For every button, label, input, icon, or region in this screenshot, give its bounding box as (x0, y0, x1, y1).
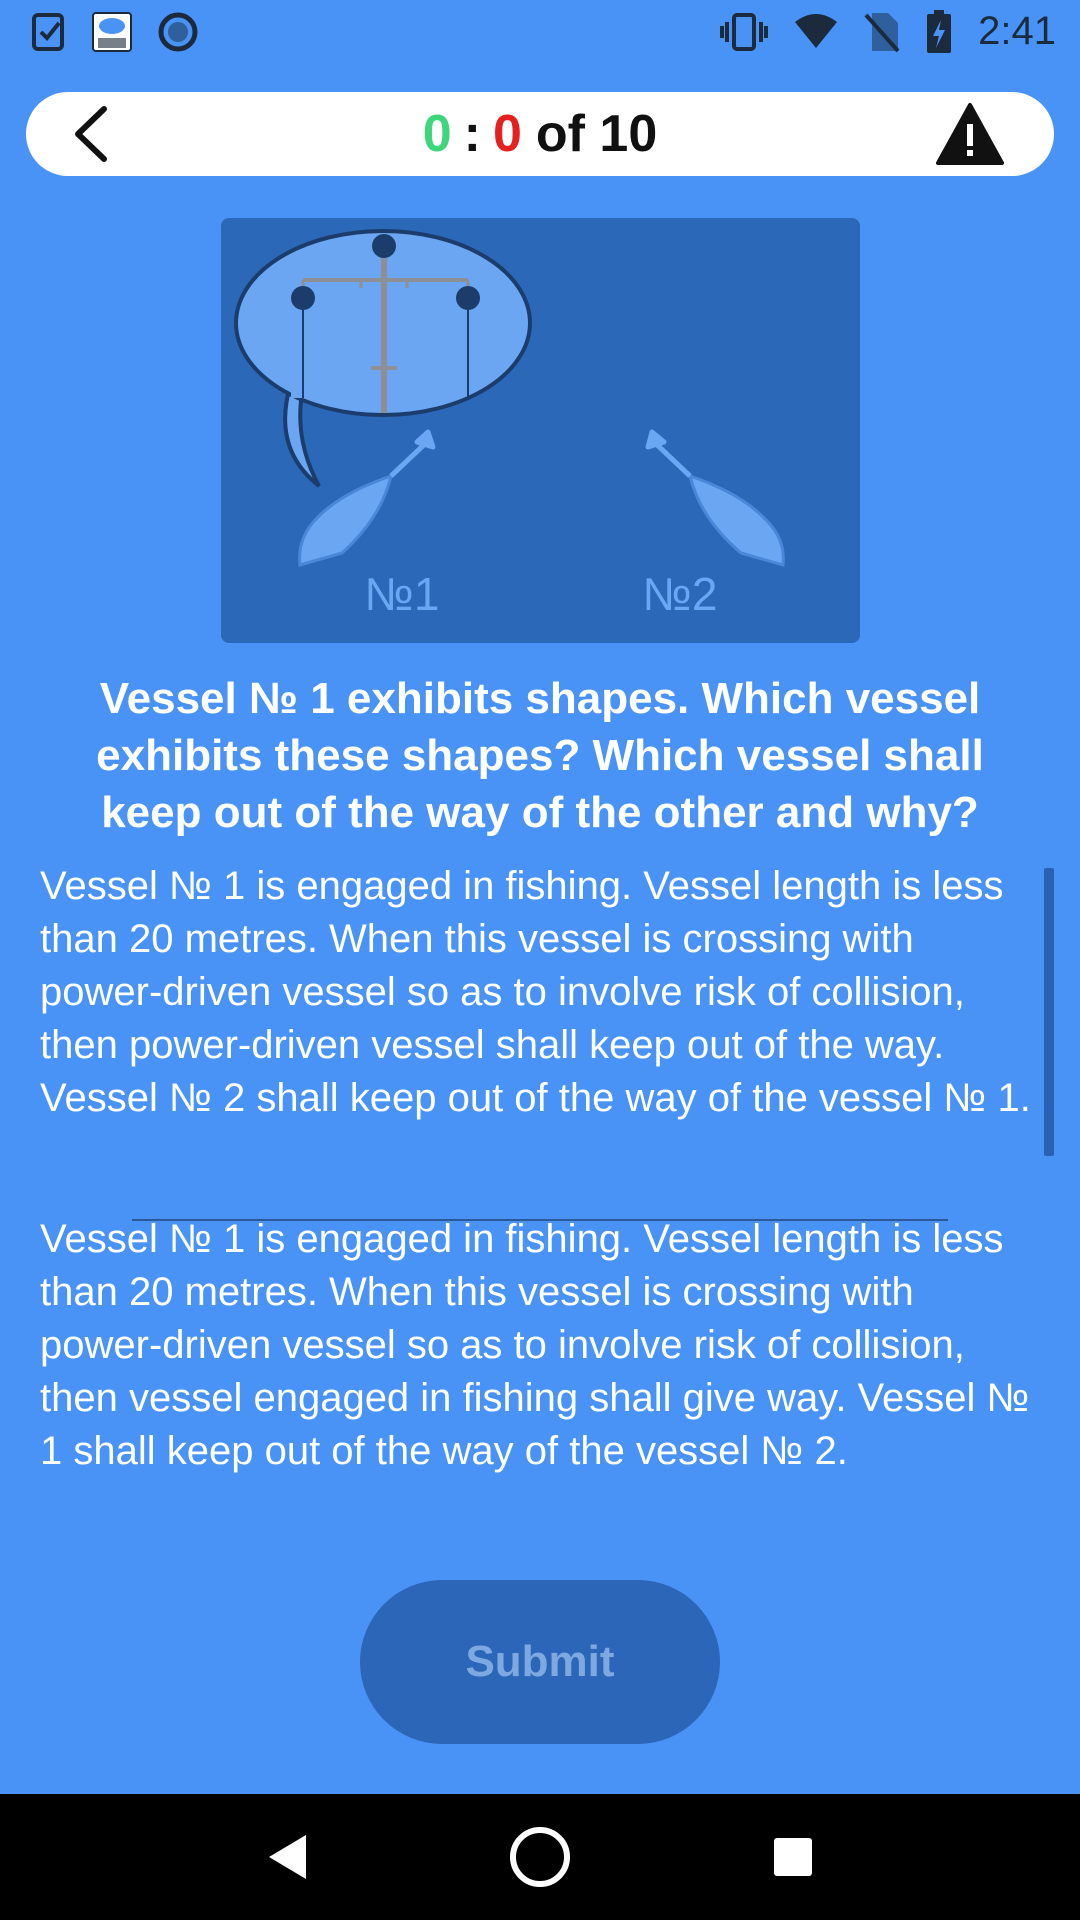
nav-recents-button[interactable] (743, 1807, 843, 1907)
submit-button[interactable]: Submit (360, 1580, 720, 1744)
vessel-diagram (221, 218, 860, 643)
nav-back-button[interactable] (237, 1807, 337, 1907)
vessel-2-label: №2 (642, 568, 718, 620)
battery-charging-icon (926, 10, 952, 54)
score-wrong: 0 (492, 105, 522, 163)
score-header (26, 92, 1054, 176)
wifi-icon (794, 14, 838, 50)
back-button[interactable] (60, 104, 120, 164)
top-shape (372, 234, 396, 258)
warning-icon (935, 102, 1005, 166)
vessel-1-hull (300, 476, 391, 565)
answer-option-2[interactable]: Vessel № 1 is engaged in fishing. Vessel length is less than 20 metres. When this vessel is crossing with power-driven vessel so as to involve risk of collision, then vessel engaged in fishing shall give way. Vessel № 1 shall keep out of the way of the vessel № 2. (40, 1217, 1030, 1473)
test-app-icon (92, 12, 132, 52)
system-nav-bar (0, 1794, 1080, 1920)
report-button[interactable] (934, 100, 1006, 168)
status-bar (0, 0, 1080, 63)
vessel-2-hull (690, 476, 783, 565)
right-shape (456, 286, 480, 310)
score-total: of 10 (535, 105, 658, 163)
score-display (423, 104, 658, 164)
back-triangle-icon (266, 1833, 308, 1881)
chevron-left-icon (70, 105, 110, 163)
answer-option-1[interactable]: Vessel № 1 is engaged in fishing. Vessel length is less than 20 metres. When this vessel is crossing with power-driven vessel so as to involve risk of collision, then power-driven vessel shall keep out of the way. Vessel № 2 shall keep out of the way of the vessel № 1. (40, 864, 1031, 1120)
scrollbar[interactable] (1044, 868, 1054, 1156)
question-illustration (221, 218, 860, 643)
status-time: 2:41 (978, 9, 1056, 53)
vibrate-icon (720, 12, 768, 52)
home-circle-icon (509, 1826, 571, 1888)
vessel-1-label: №1 (364, 568, 440, 620)
task-check-icon (32, 11, 66, 53)
score-correct: 0 (422, 105, 452, 163)
recents-square-icon (772, 1836, 814, 1878)
nav-home-button[interactable] (490, 1807, 590, 1907)
status-left-icons (32, 11, 198, 53)
score-separator: : (463, 105, 481, 163)
left-shape (291, 286, 315, 310)
no-sim-icon (864, 11, 900, 53)
question-text: Vessel № 1 exhibits shapes. Which vessel exhibits these shapes? Which vessel shall keep out of the way of the other and why? (96, 674, 984, 837)
status-right-icons (720, 9, 1056, 54)
circle-app-icon (158, 12, 198, 52)
